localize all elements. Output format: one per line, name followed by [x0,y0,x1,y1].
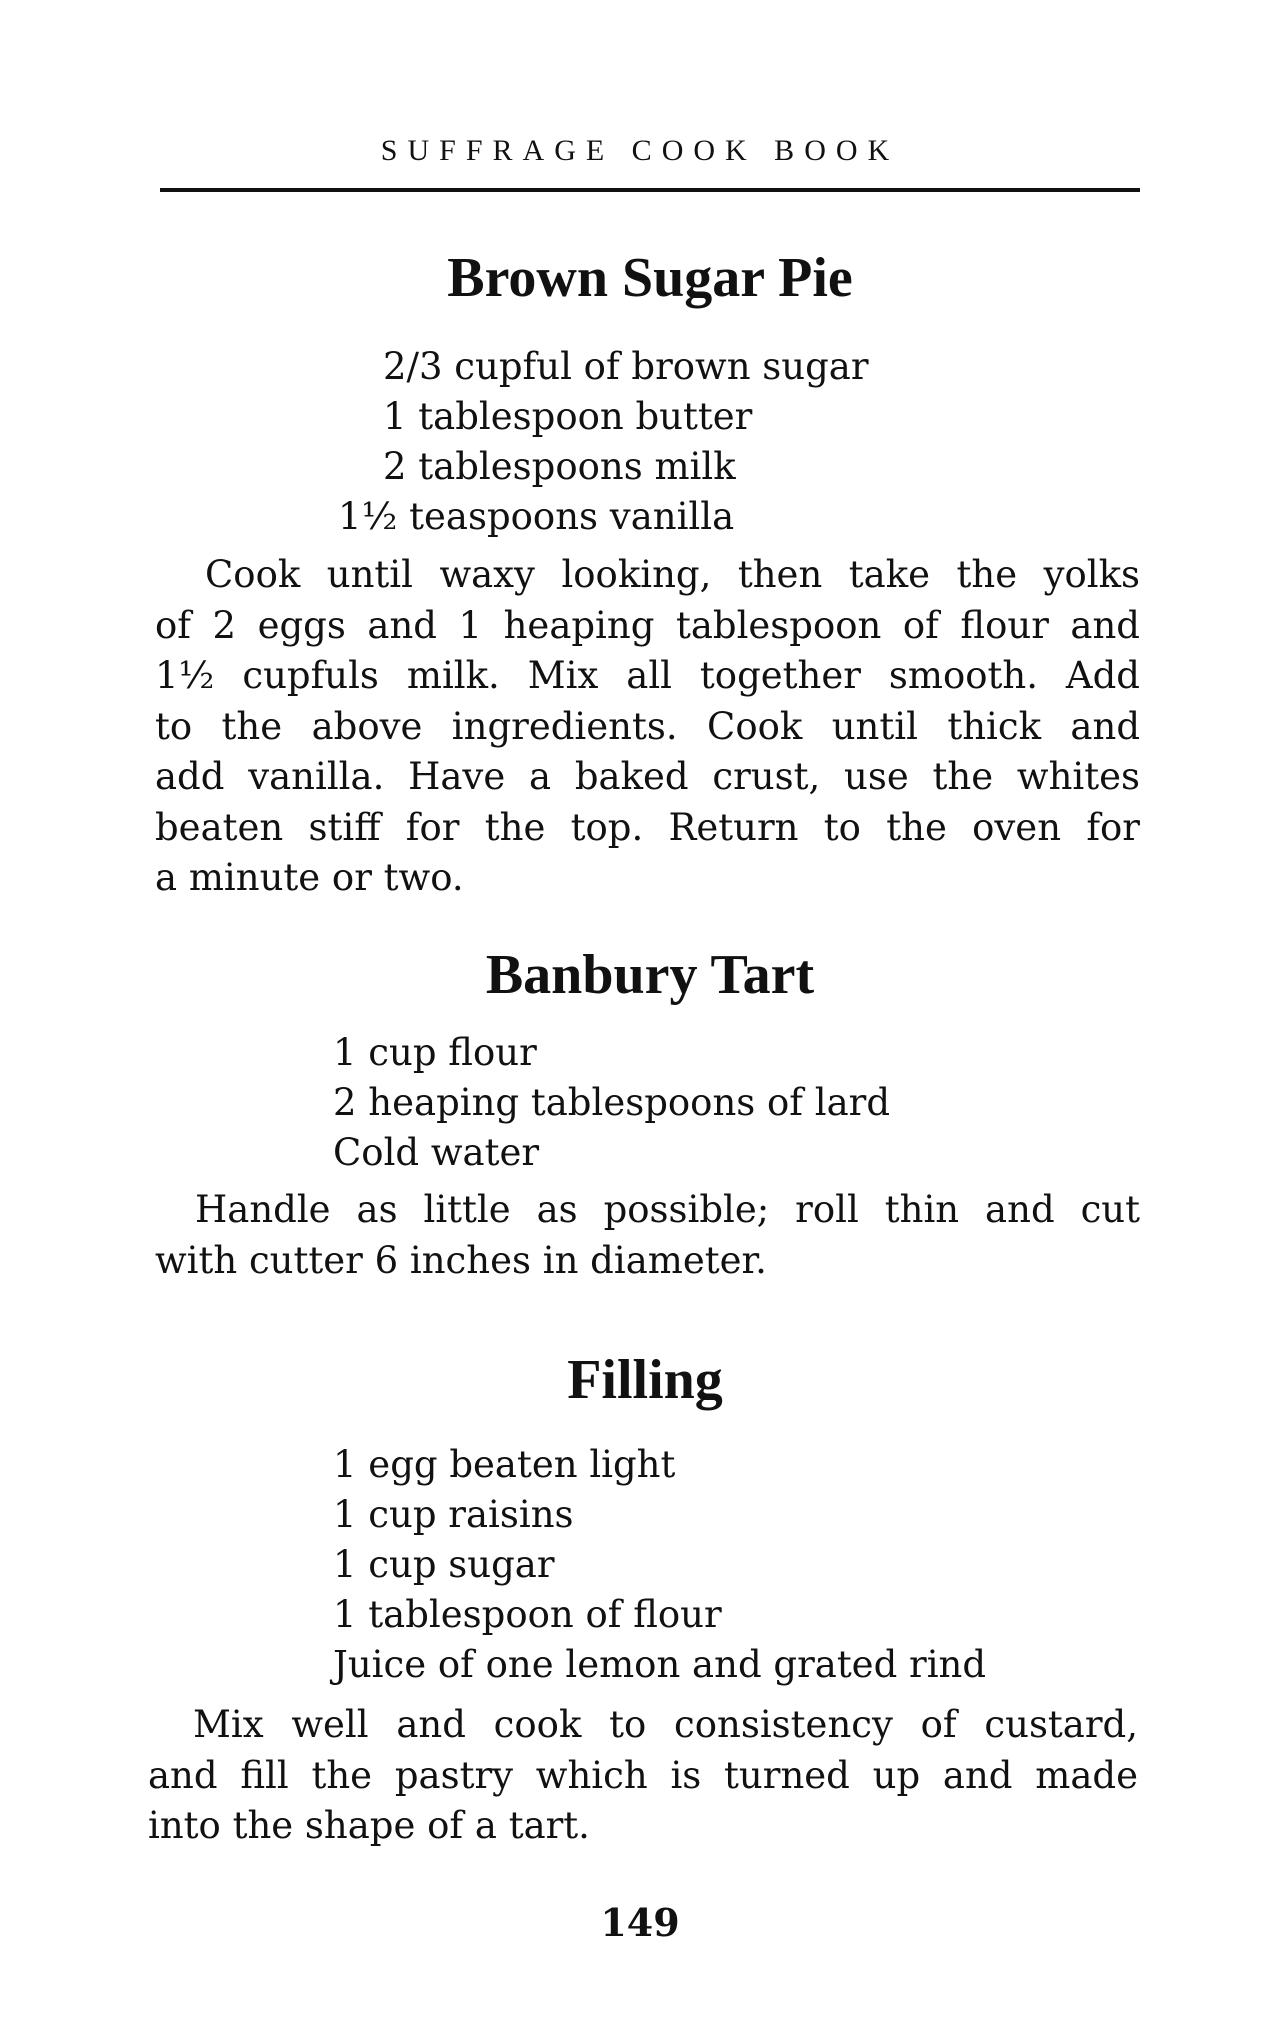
text-line: into the shape of a tart. [148,1804,590,1847]
text-line: beaten stiff for the top. Return to the oven for [155,805,1140,849]
ingredient-item: 1 egg beaten light [333,1443,676,1486]
text-line: Cook until waxy looking, then take the yolks [205,553,1140,596]
text-line: with cutter 6 inches in diameter. [155,1238,767,1282]
recipe-title-brown-sugar-pie: Brown Sugar Pie [447,247,853,309]
text-line: add vanilla. Have a baked crust, use the whites [155,755,1140,798]
ingredient-item: 2/3 cupful of brown sugar [383,345,869,388]
running-head: SUFFRAGE COOK BOOK [380,134,900,167]
instructions-filling [148,1700,1138,1852]
text-line: to the above ingredients. Cook until thick and [155,704,1140,748]
ingredient-list-banbury-tart [333,1028,890,1178]
ingredient-item: 1 tablespoon butter [383,395,753,438]
ingredient-list-filling [333,1440,986,1690]
ingredient-item: 1 cup flour [333,1031,537,1074]
header-rule [160,188,1140,192]
ingredient-item: 2 tablespoons milk [383,445,736,488]
text-line: Mix well and cook to consistency of custard, [193,1703,1138,1746]
text-line: of 2 eggs and 1 heaping tablespoon of flour and [155,603,1140,647]
text-line: a minute or two. [155,856,464,899]
recipe-title-filling: Filling [567,1349,723,1411]
ingredient-item: 1 tablespoon of flour [333,1593,722,1636]
instructions-brown-sugar-pie [155,550,1140,904]
ingredient-item: Juice of one lemon and grated rind [333,1643,987,1686]
instructions-banbury-tart [155,1185,1140,1286]
text-line: and fill the pastry which is turned up and made [148,1753,1138,1797]
ingredient-item: 1½ teaspoons vanilla [338,495,735,538]
text-line: Handle as little as possible; roll thin and cut [195,1188,1140,1231]
ingredient-list-brown-sugar-pie [338,342,869,542]
ingredient-item: 1 cup sugar [333,1543,555,1586]
ingredient-item: 2 heaping tablespoons of lard [333,1081,891,1124]
ingredient-item: 1 cup raisins [333,1493,574,1536]
recipe-title-banbury-tart: Banbury Tart [485,944,815,1006]
text-line: 1½ cupfuls milk. Mix all together smooth. Add [155,654,1140,697]
ingredient-item: Cold water [333,1131,540,1174]
page-number: 149 [600,1900,680,1945]
